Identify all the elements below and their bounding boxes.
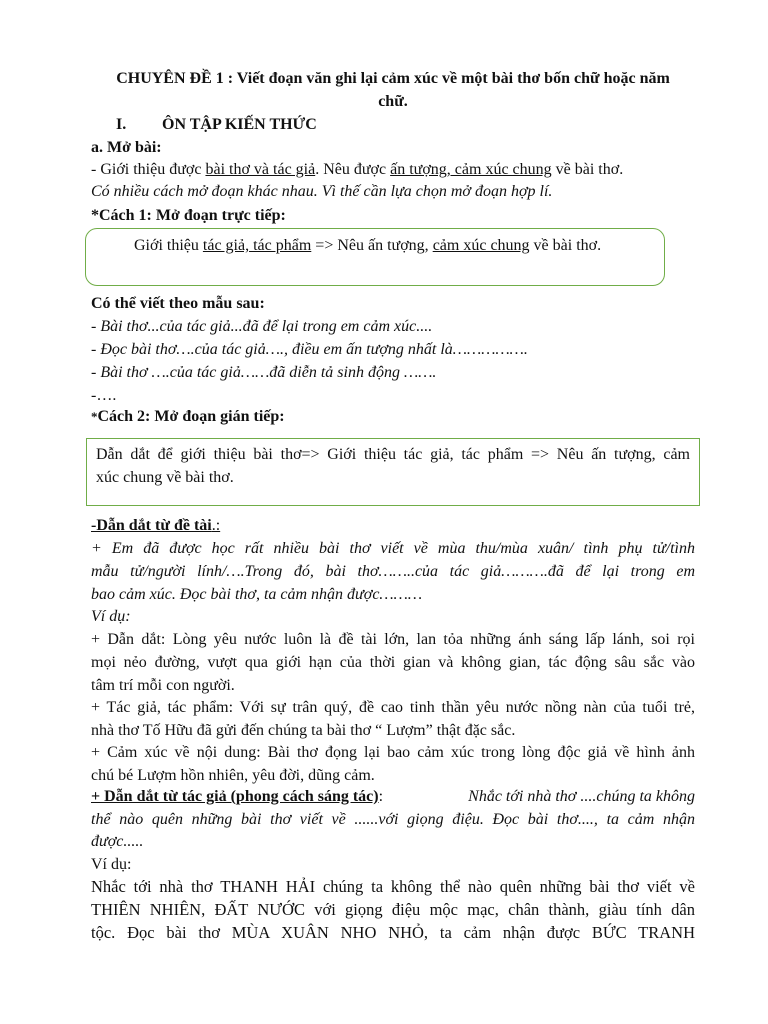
cach-2-box <box>86 438 700 506</box>
dan-dat-de-tai-label: -Dẫn dắt từ đề tài <box>91 517 212 534</box>
intro-underline-2: ấn tượng, cảm xúc chung <box>390 161 552 178</box>
mau-line: - Đọc bài thơ….của tác giả…., điều em ấn tượng nhất là……………. <box>91 341 528 358</box>
example-1-line: chú bé Lượm hồn nhiên, yêu đời, dũng cảm. <box>91 767 375 784</box>
cach-2-box-line-2: xúc chung về bài thơ. <box>96 469 234 486</box>
box1-text-3: về bài thơ. <box>529 237 602 254</box>
de-tai-line: bao cảm xúc. Đọc bài thơ, ta cảm nhận được……… <box>91 586 423 603</box>
tac-gia-line: được..... <box>91 833 144 850</box>
de-tai-line: mẫu tử/người lính/….Trong đó, bài thơ……..của tác giả……….đã để lại trong em <box>91 563 695 580</box>
intro-text-3: về bài thơ. <box>551 161 624 178</box>
cach-2-heading <box>91 406 695 428</box>
tac-gia-line-1-rest: Nhắc tới nhà thơ ....chúng ta không <box>468 788 695 805</box>
intro-text-2: . Nêu được <box>315 161 391 178</box>
example-2-line: THIÊN NHIÊN, ĐẤT NƯỚC với giọng điệu mộc mạc, chân thành, giàu tính dân <box>91 900 695 919</box>
dan-dat-de-tai-heading <box>91 515 695 537</box>
vi-du-label-2: Ví dụ: <box>91 856 132 873</box>
title-line-1: CHUYÊN ĐỀ 1 : Viết đoạn văn ghi lại cảm xúc về một bài thơ bốn chữ hoặc năm <box>116 70 670 87</box>
example-1-line: mọi nẻo đường, vượt qua giới hạn của thời gian và không gian, tác động sâu sắc vào <box>91 654 695 671</box>
cach-2-title: Cách 2: Mở đoạn gián tiếp: <box>97 408 285 425</box>
intro-underline-1: bài thơ và tác giả <box>205 161 316 178</box>
box1-underline-2: cảm xúc chung <box>432 237 530 254</box>
example-1-line: + Dẫn dắt: Lòng yêu nước luôn là đề tài lớn, lan tỏa những ánh sáng lấp lánh, soi rọi <box>91 631 695 648</box>
intro-line <box>91 159 695 181</box>
cach-1-box-text <box>134 235 601 257</box>
cach-2-star: * <box>91 409 98 424</box>
mau-line: -…. <box>91 387 117 404</box>
intro-text-1: - Giới thiệu được <box>91 161 206 178</box>
mau-line: - Bài thơ...của tác giả...đã để lại trong em cảm xúc.... <box>91 318 433 335</box>
example-1-line: tâm trí mỗi con người. <box>91 677 235 694</box>
tac-gia-line-1 <box>91 786 695 808</box>
cach-1-heading: *Cách 1: Mở đoạn trực tiếp: <box>91 207 286 224</box>
example-1-line: + Cảm xúc về nội dung: Bài thơ đọng lại bao cảm xúc trong lòng độc giả về hình ảnh <box>91 744 695 761</box>
box1-text-2: => Nêu ấn tượng, <box>311 237 433 254</box>
tac-gia-colon: : <box>378 788 384 805</box>
tac-gia-label: + Dẫn dắt từ tác giả (phong cách sáng tác) <box>91 788 379 805</box>
cach-1-box <box>85 228 665 286</box>
mau-heading: Có thể viết theo mẫu sau: <box>91 295 265 312</box>
title-line-2: chữ. <box>378 93 408 110</box>
de-tai-line: + Em đã được học rất nhiều bài thơ viết về mùa thu/mùa xuân/ tình phụ tử/tình <box>91 540 695 557</box>
intro-italic-note: Có nhiều cách mở đoạn khác nhau. Vì thế cần lựa chọn mở đoạn hợp lí. <box>91 183 553 200</box>
mo-bai-heading: a. Mở bài: <box>91 139 162 156</box>
box1-text-1: Giới thiệu <box>134 237 203 254</box>
vi-du-label-1: Ví dụ: <box>91 608 131 625</box>
example-2-line: tộc. Đọc bài thơ MÙA XUÂN NHO NHỎ, ta cảm nhận được BỨC TRANH <box>91 923 695 942</box>
cach-2-box-line-1: Dẫn dắt để giới thiệu bài thơ=> Giới thiệu tác giả, tác phẩm => Nêu ấn tượng, cảm <box>96 446 690 463</box>
example-1-line: + Tác giả, tác phẩm: Với sự trân quý, đề cao tinh thần yêu nước nồng nàn của tuổi trẻ, <box>91 699 695 716</box>
section-number: I. <box>116 116 127 133</box>
box1-underline-1: tác giả, tác phẩm <box>202 237 312 254</box>
example-1-line: nhà thơ Tố Hữu đã gửi đến chúng ta bài thơ “ Lượm” thật đặc sắc. <box>91 722 516 739</box>
section-title: ÔN TẬP KIẾN THỨC <box>162 116 317 133</box>
tac-gia-line: thể nào quên những bài thơ viết về ......với giọng điệu. Đọc bài thơ...., ta cảm nhận <box>91 811 695 828</box>
example-2-line: Nhắc tới nhà thơ THANH HẢI chúng ta không thể nào quên những bài thơ viết về <box>91 877 695 896</box>
dan-dat-de-tai-tail: .: <box>211 517 221 534</box>
mau-line: - Bài thơ ….của tác giả……đã diễn tả sinh động ……. <box>91 364 437 381</box>
tac-gia-lead <box>91 786 383 808</box>
